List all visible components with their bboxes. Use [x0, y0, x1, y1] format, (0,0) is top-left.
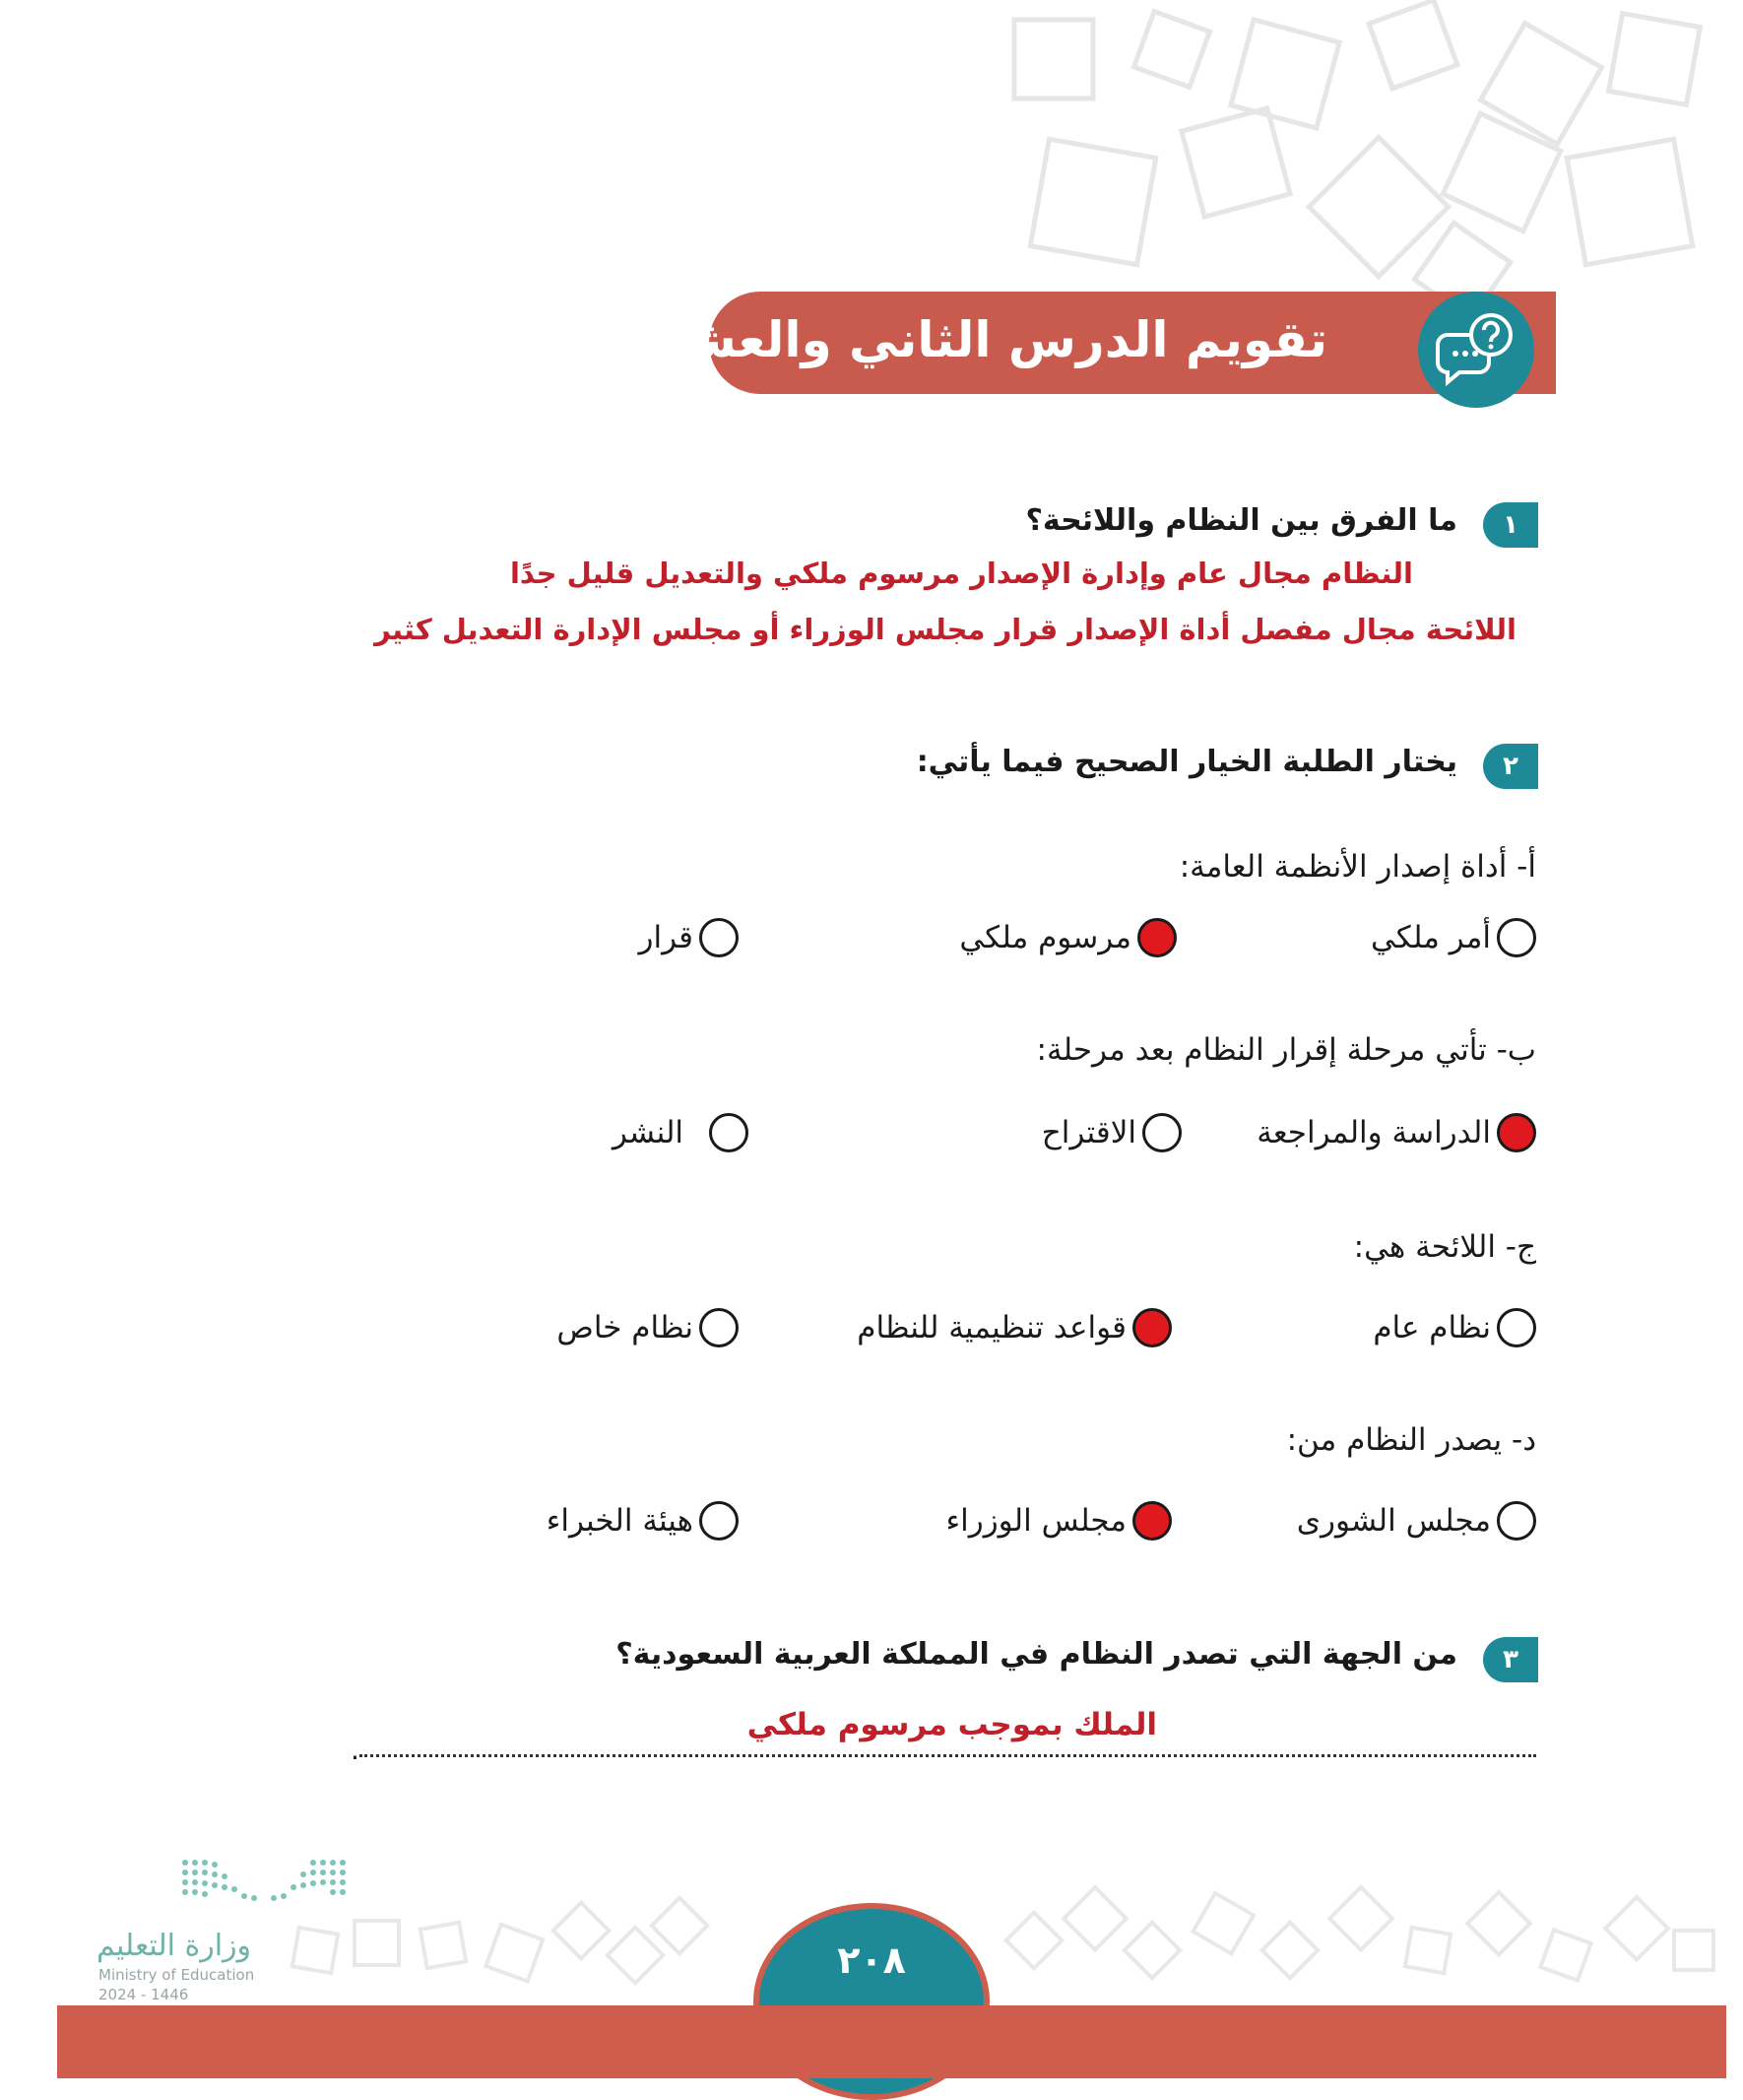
option-label: هيئة الخبراء — [546, 1503, 693, 1539]
option-2b-1[interactable] — [1257, 1113, 1536, 1152]
page-number: ٢٠٨ — [837, 1938, 906, 1982]
option-2c-1[interactable] — [1373, 1308, 1536, 1347]
title-icon-badge — [1418, 292, 1534, 408]
answer-line — [359, 1754, 1536, 1757]
option-2b-3[interactable] — [613, 1113, 748, 1152]
option-label: أمر ملكي — [1370, 920, 1491, 955]
radio-circle[interactable] — [709, 1113, 748, 1152]
answer-end-dot: . — [351, 1734, 359, 1766]
option-2c-2[interactable] — [857, 1308, 1172, 1347]
question-2-text: يختار الطلبة الخيار الصحيح فيما يأتي: — [916, 745, 1457, 779]
radio-circle[interactable] — [1497, 1308, 1536, 1347]
option-2b-2[interactable] — [1042, 1113, 1182, 1152]
radio-circle-selected[interactable] — [1137, 918, 1177, 957]
question-3-number: ٣ — [1483, 1637, 1538, 1682]
ministry-name-ar: وزارة التعليم — [97, 1929, 252, 1963]
radio-circle[interactable] — [699, 918, 739, 957]
option-2d-2[interactable] — [946, 1501, 1172, 1541]
question-2a-label: أ- أداة إصدار الأنظمة العامة: — [1179, 849, 1536, 885]
question-2d-label: د- يصدر النظام من: — [1286, 1422, 1536, 1458]
radio-circle-selected[interactable] — [1497, 1113, 1536, 1152]
question-3-answer: الملك بموجب مرسوم ملكي — [746, 1707, 1157, 1742]
option-label: قرار — [638, 920, 693, 955]
option-label: النشر — [612, 1115, 683, 1150]
lesson-title: تقويم الدرس الثاني والعشرين — [594, 311, 1327, 368]
radio-circle[interactable] — [1497, 1501, 1536, 1541]
question-1-answer-line-2: اللائحة مجال مفصل أداة الإصدار قرار مجلس الوزراء أو مجلس الإدارة التعديل كثير — [374, 613, 1517, 646]
question-3-text: من الجهة التي تصدر النظام في المملكة العربية السعودية؟ — [615, 1637, 1457, 1672]
footer-bar — [57, 2005, 1726, 2078]
radio-circle[interactable] — [1142, 1113, 1182, 1152]
ministry-logo-icon — [175, 1857, 353, 1904]
option-2a-1[interactable] — [1371, 918, 1536, 957]
option-2d-3[interactable] — [547, 1501, 739, 1541]
radio-circle[interactable] — [699, 1501, 739, 1541]
question-1-text: ما الفرق بين النظام واللائحة؟ — [1025, 503, 1457, 538]
option-2c-3[interactable] — [556, 1308, 739, 1347]
ministry-name-en: Ministry of Education — [98, 1966, 255, 1984]
option-label: مرسوم ملكي — [959, 920, 1131, 955]
option-label: مجلس الوزراء — [945, 1503, 1127, 1539]
option-2d-1[interactable] — [1297, 1501, 1536, 1541]
radio-circle-selected[interactable] — [1132, 1308, 1172, 1347]
option-label: مجلس الشورى — [1296, 1503, 1491, 1539]
option-label: قواعد تنظيمية للنظام — [857, 1310, 1127, 1345]
option-label: نظام عام — [1373, 1310, 1491, 1345]
radio-circle-selected[interactable] — [1132, 1501, 1172, 1541]
option-2a-2[interactable] — [959, 918, 1177, 957]
edition-year: 2024 - 1446 — [98, 1986, 189, 2003]
radio-circle[interactable] — [1497, 918, 1536, 957]
option-label: الدراسة والمراجعة — [1257, 1115, 1491, 1150]
option-label: الاقتراح — [1041, 1115, 1136, 1150]
speech-question-icon — [1418, 292, 1534, 408]
question-2c-label: ج- اللائحة هي: — [1353, 1229, 1536, 1265]
question-1-number: ١ — [1483, 502, 1538, 548]
question-2-number: ٢ — [1483, 744, 1538, 789]
radio-circle[interactable] — [699, 1308, 739, 1347]
option-2a-3[interactable] — [638, 918, 739, 957]
question-1-answer-line-1: النظام مجال عام وإدارة الإصدار مرسوم ملكي والتعديل قليل جدًا — [509, 557, 1413, 590]
question-2b-label: ب- تأتي مرحلة إقرار النظام بعد مرحلة: — [1036, 1032, 1536, 1068]
option-label: نظام خاص — [556, 1310, 693, 1345]
